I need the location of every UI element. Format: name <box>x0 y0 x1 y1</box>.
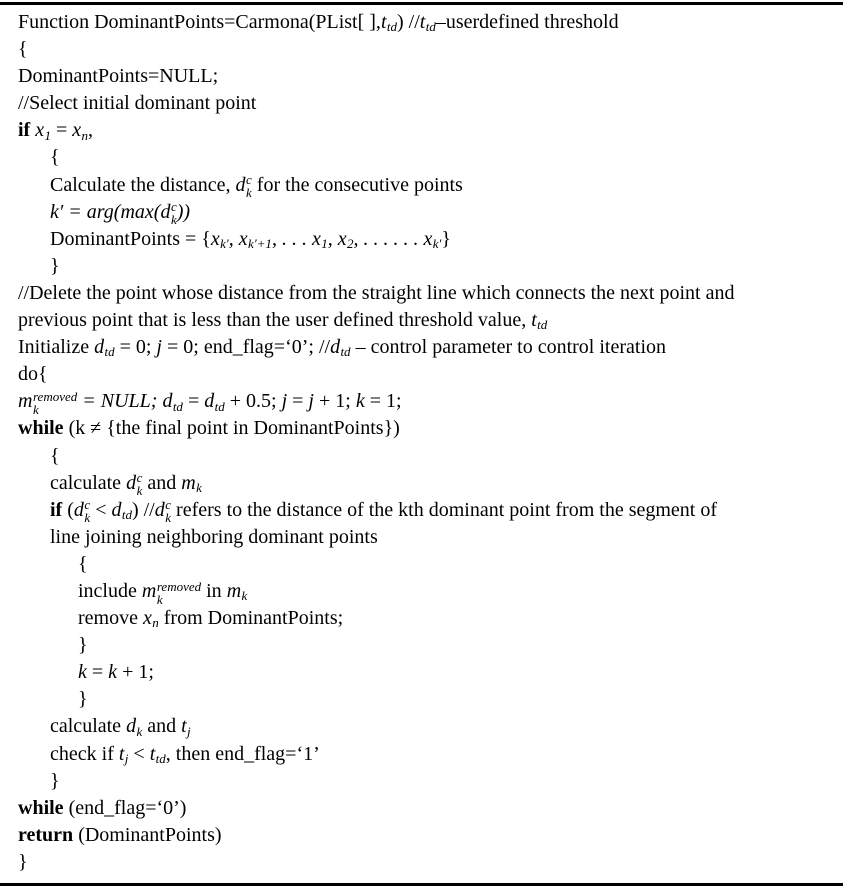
code-segment: remove <box>78 607 143 630</box>
code-segment: DominantPoints = { <box>50 227 211 250</box>
code-line <box>0 849 843 876</box>
code-segment: d c k <box>160 199 177 228</box>
code-segment: $x_2$ <box>337 227 354 251</box>
code-segment: } <box>50 769 60 792</box>
code-segment: , . . . . . . <box>353 227 424 250</box>
code-segment: $t_{td}$ <box>531 309 548 333</box>
code-line <box>0 741 843 768</box>
code-segment: – control parameter to control iteration <box>350 336 667 359</box>
code-line <box>0 443 843 470</box>
code-line <box>0 117 843 144</box>
code-segment: line joining neighboring dominant points <box>50 525 378 548</box>
code-line <box>0 307 843 334</box>
code-line <box>0 713 843 740</box>
code-segment: < <box>128 742 150 765</box>
code-line <box>0 470 843 497</box>
code-line <box>0 415 843 442</box>
code-segment: { <box>18 38 28 61</box>
code-line <box>0 659 843 686</box>
code-line <box>0 334 843 361</box>
code-segment: $d_k$ <box>126 715 143 739</box>
code-segment: (k ≠ {the final point in DominantPoints}) <box>68 417 400 440</box>
code-segment: $x_1$ <box>311 227 328 251</box>
code-segment: $t_{td}$ <box>419 11 436 35</box>
code-segment: $x_1$ <box>35 119 51 143</box>
code-segment: , then end_flag=‘1’ <box>165 742 320 765</box>
code-line <box>0 9 843 36</box>
code-segment: + 1; <box>117 661 154 684</box>
code-line <box>0 686 843 713</box>
code-line <box>0 605 843 632</box>
code-segment: = <box>182 390 205 413</box>
code-segment: + 0.5; <box>224 390 282 413</box>
code-segment: $m_k$ <box>226 579 248 604</box>
code-line <box>0 172 843 199</box>
code-segment: ( <box>67 498 74 521</box>
code-line <box>0 90 843 117</box>
code-segment: } <box>441 227 451 250</box>
code-segment: if <box>18 119 36 142</box>
code-segment: d c k <box>73 497 91 526</box>
code-segment: (end_flag=‘0’) <box>68 796 187 819</box>
code-line <box>0 524 843 551</box>
code-segment: if <box>50 498 68 521</box>
code-segment: $x_{k'+1}$ <box>238 227 272 251</box>
code-line <box>0 632 843 659</box>
code-segment: and <box>142 471 182 494</box>
code-segment: k <box>355 390 365 413</box>
code-segment: for the consecutive points <box>251 173 463 196</box>
code-segment: , . . . <box>271 227 312 250</box>
code-line <box>0 226 843 253</box>
code-segment: } <box>50 254 60 277</box>
code-segment: = <box>86 661 109 684</box>
code-line <box>0 36 843 63</box>
code-segment: $x_n$ <box>142 607 159 631</box>
code-segment: = 1; <box>364 390 402 413</box>
code-segment: d c k <box>235 172 252 201</box>
code-segment: $t_{td}$ <box>149 742 166 766</box>
code-line <box>0 795 843 822</box>
code-segment: ) // <box>131 498 155 521</box>
code-segment: { <box>50 146 60 169</box>
code-segment: } <box>78 688 88 711</box>
code-segment: $t_j$ <box>181 715 191 739</box>
code-segment: j <box>308 390 314 413</box>
code-segment: } <box>78 634 88 657</box>
code-segment: { <box>78 552 88 575</box>
code-line <box>0 551 843 578</box>
code-segment: d c k <box>154 497 172 526</box>
code-segment: Function DominantPoints=Carmona(PList[ ], <box>18 11 381 33</box>
code-segment: = <box>50 119 73 142</box>
bottom-rule <box>0 883 843 886</box>
code-segment: $x_n$ <box>72 119 89 143</box>
code-segment: while <box>18 417 69 440</box>
code-segment: m removed k <box>141 578 202 607</box>
code-segment: $d_{td}$ <box>162 390 183 414</box>
code-segment: = 0; <box>114 336 157 359</box>
code-segment: } <box>18 850 28 873</box>
code-segment: $t_j$ <box>118 742 129 766</box>
code-segment: , <box>228 227 239 250</box>
code-line <box>0 199 843 226</box>
code-line <box>0 388 843 418</box>
code-line <box>0 822 843 849</box>
code-segment: refers to the distance of the kth dominant point from the segment of <box>171 498 718 521</box>
code-segment: j <box>156 336 162 359</box>
code-segment: $d_{td}$ <box>111 498 132 522</box>
code-segment: –userdefined threshold <box>435 11 619 33</box>
code-segment: calculate <box>50 715 127 738</box>
code-segment: //Delete the point whose distance from the straight line which connects the next point and <box>18 281 735 304</box>
code-segment: (DominantPoints) <box>73 823 222 846</box>
code-segment: m removed k <box>18 389 78 418</box>
code-line <box>0 280 843 307</box>
code-segment: $x_{k'}$ <box>210 227 229 251</box>
code-line <box>0 578 843 605</box>
code-line <box>0 497 843 524</box>
code-segment: k <box>108 661 118 684</box>
code-segment: , <box>88 119 94 142</box>
code-segment: and <box>142 715 182 738</box>
code-line <box>0 63 843 90</box>
code-segment: k <box>78 661 87 684</box>
code-segment: = NULL; <box>77 390 163 413</box>
code-segment: k′ = arg(max( <box>50 200 161 223</box>
code-segment: calculate <box>50 471 127 494</box>
code-segment: { <box>50 444 60 467</box>
code-line <box>0 253 843 280</box>
code-segment: do{ <box>18 363 48 386</box>
code-segment: )) <box>176 200 191 223</box>
code-segment: ) // <box>397 11 420 33</box>
code-segment: while <box>18 796 69 819</box>
code-segment: d c k <box>126 470 143 499</box>
code-segment: previous point that is less than the user defined threshold value, <box>18 309 532 332</box>
code-segment: return <box>18 823 74 846</box>
code-segment: in <box>201 579 227 602</box>
code-segment: check if <box>50 742 119 765</box>
code-segment: $x_{k'}$ <box>423 227 442 251</box>
code-segment: $t_{td}$ <box>380 11 397 35</box>
code-line <box>0 361 843 388</box>
code-segment: Initialize <box>18 336 95 359</box>
code-segment: DominantPoints=NULL; <box>18 65 219 88</box>
code-segment: + 1; <box>313 390 356 413</box>
code-line <box>0 144 843 171</box>
code-segment: $d_{td}$ <box>204 390 225 414</box>
code-segment: Calculate the distance, <box>50 173 236 196</box>
code-segment: , <box>327 227 338 250</box>
code-segment: $m_k$ <box>181 471 202 495</box>
algorithm-body <box>0 9 843 876</box>
code-segment: $d_{td}$ <box>94 336 115 360</box>
code-line <box>0 768 843 795</box>
code-segment: //Select initial dominant point <box>18 92 257 115</box>
code-segment: from DominantPoints; <box>158 607 344 630</box>
code-segment: j <box>281 390 288 413</box>
top-rule <box>0 2 843 5</box>
code-segment: = 0; end_flag=‘0’; // <box>161 336 331 359</box>
code-segment: < <box>90 498 112 521</box>
code-segment: include <box>78 579 142 602</box>
code-segment: = <box>287 390 309 413</box>
code-segment: $d_{td}$ <box>330 336 351 360</box>
